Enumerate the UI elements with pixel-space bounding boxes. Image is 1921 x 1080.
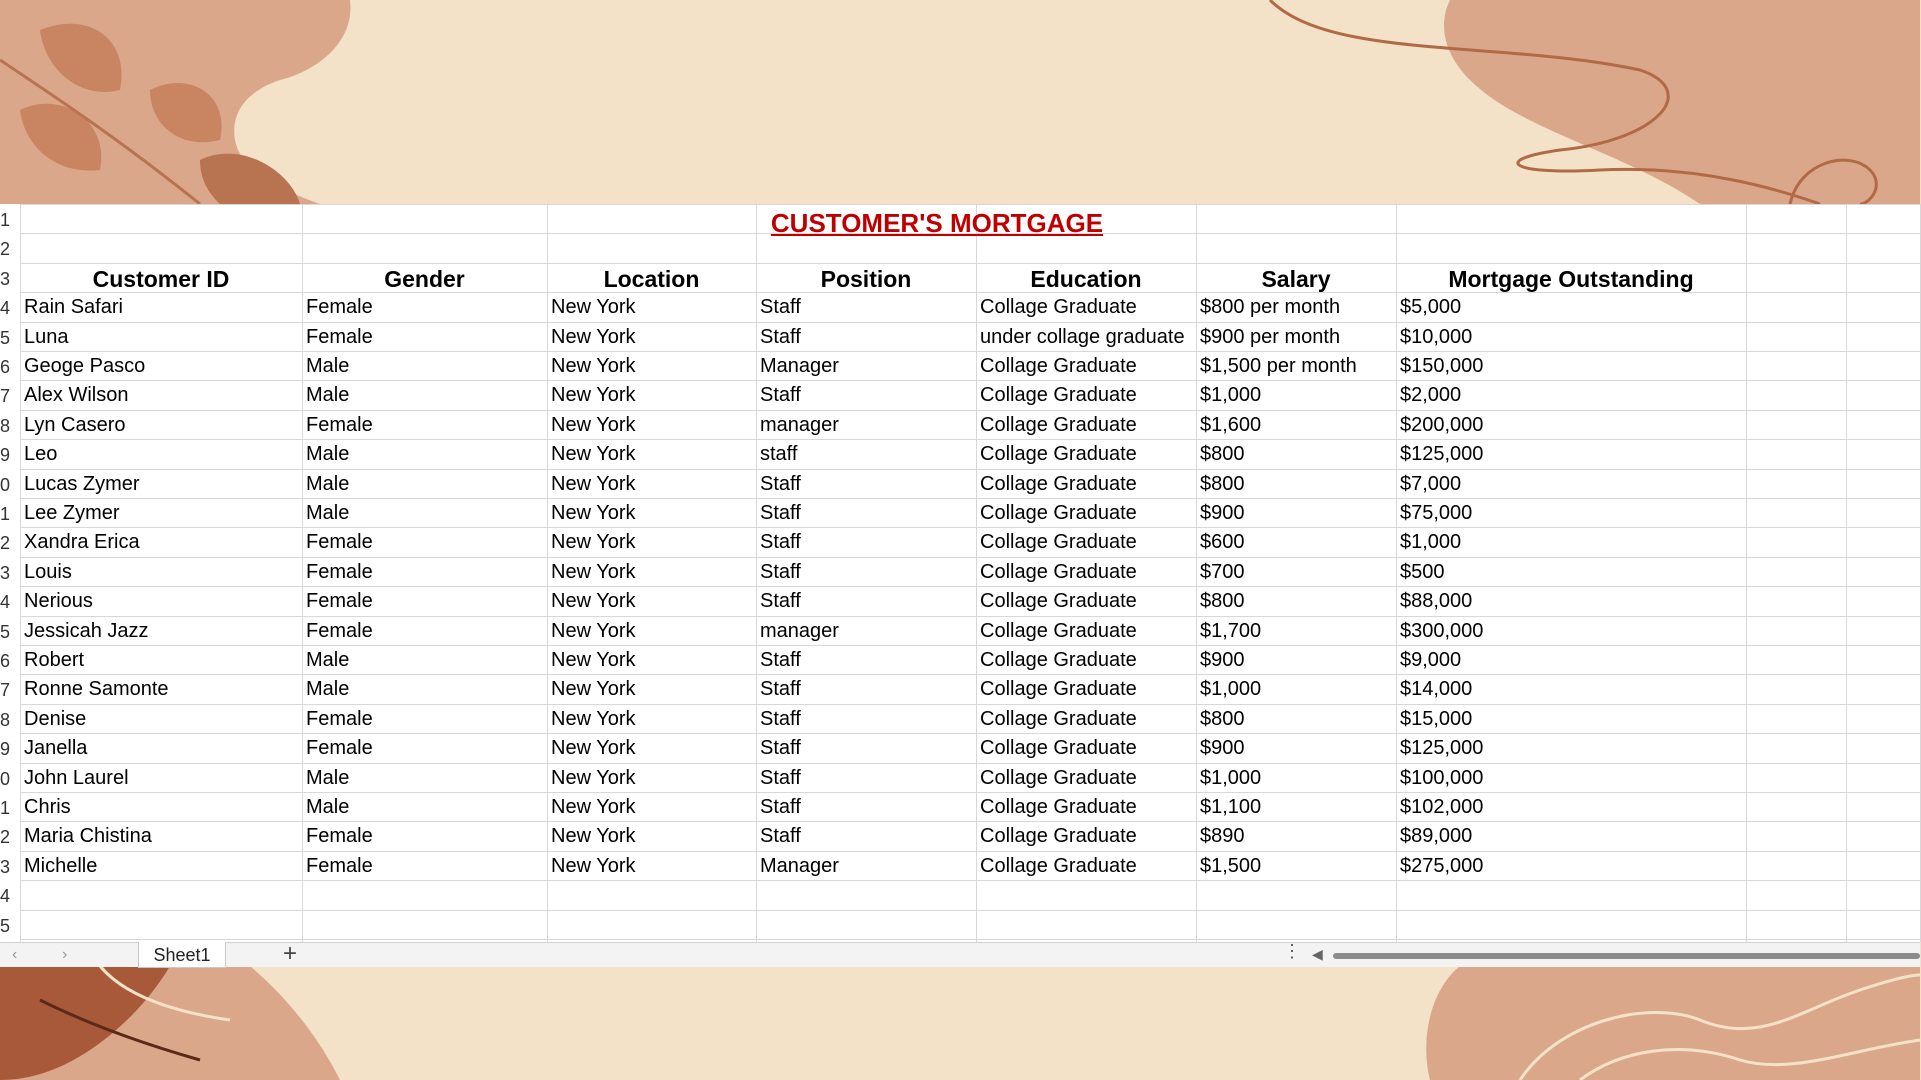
table-cell[interactable]: Staff (760, 678, 801, 700)
row-number[interactable]: 0 (0, 769, 11, 789)
tab-sheet1[interactable]: Sheet1 (138, 942, 226, 968)
scroll-left-icon[interactable]: ◀ (1312, 946, 1323, 962)
leaf-shape (200, 154, 300, 204)
table-cell[interactable]: Female (306, 326, 373, 348)
table-cell[interactable]: New York (551, 473, 636, 495)
table-cell[interactable]: New York (551, 737, 636, 759)
table-cell[interactable]: Collage Graduate (980, 767, 1137, 789)
table-cell[interactable]: $1,500 (1200, 855, 1262, 877)
table-cell[interactable]: $275,000 (1400, 855, 1484, 877)
row-number[interactable]: 7 (0, 680, 11, 700)
table-cell[interactable]: $1,600 (1200, 414, 1262, 436)
table-cell[interactable]: New York (551, 443, 636, 465)
column-header[interactable]: Gender (384, 266, 465, 292)
row-number[interactable]: 4 (0, 592, 11, 612)
tab-next-icon[interactable]: › (62, 946, 68, 963)
row-number[interactable]: 9 (0, 739, 11, 759)
table-cell[interactable]: $800 (1200, 443, 1245, 465)
table-cell[interactable]: Male (306, 767, 350, 789)
table-cell[interactable]: Luna (24, 326, 69, 348)
sheet-title[interactable]: CUSTOMER'S MORTGAGE (770, 208, 1104, 238)
table-cell[interactable]: Collage Graduate (980, 384, 1137, 406)
table-cell[interactable]: New York (551, 620, 636, 642)
row-number[interactable]: 1 (0, 798, 11, 818)
table-cell[interactable]: $1,500 per month (1200, 355, 1357, 377)
table-cell[interactable]: Male (306, 678, 350, 700)
table-cell[interactable]: Male (306, 443, 350, 465)
table-cell[interactable]: Lee Zymer (24, 502, 120, 524)
table-cell[interactable]: Staff (760, 473, 801, 495)
horizontal-scrollbar[interactable] (1333, 953, 1920, 959)
blob-bottom-right (1426, 966, 1920, 1080)
table-cell[interactable]: staff (760, 443, 798, 465)
table-cell[interactable]: Janella (24, 737, 88, 759)
row-number[interactable]: 3 (0, 563, 11, 583)
table-cell[interactable]: Staff (760, 796, 801, 818)
table-cell[interactable]: Female (306, 737, 373, 759)
table-cell[interactable]: Manager (760, 355, 839, 377)
row-number[interactable]: 2 (0, 533, 11, 553)
table-cell[interactable]: New York (551, 708, 636, 730)
table-cell[interactable]: New York (551, 649, 636, 671)
table-cell[interactable]: New York (551, 825, 636, 847)
column-gridline (1746, 204, 1747, 942)
table-cell[interactable]: Collage Graduate (980, 796, 1137, 818)
table-cell[interactable]: New York (551, 384, 636, 406)
table-cell[interactable]: $125,000 (1400, 443, 1484, 465)
row-number[interactable]: 8 (0, 710, 11, 730)
table-cell[interactable]: New York (551, 296, 636, 318)
table-cell[interactable]: $75,000 (1400, 502, 1473, 524)
table-cell[interactable]: $900 (1200, 737, 1245, 759)
table-cell[interactable]: Staff (760, 649, 801, 671)
row-number[interactable]: 4 (0, 298, 11, 318)
row-number[interactable]: 5 (0, 622, 11, 642)
table-cell[interactable]: $10,000 (1400, 326, 1473, 348)
table-cell[interactable]: Collage Graduate (980, 296, 1137, 318)
table-cell[interactable]: Female (306, 855, 373, 877)
table-cell[interactable]: Staff (760, 708, 801, 730)
table-cell[interactable]: Staff (760, 502, 801, 524)
spreadsheet-grid[interactable] (0, 204, 1920, 966)
table-cell[interactable]: under collage graduate (980, 326, 1185, 348)
row-number[interactable]: 9 (0, 445, 11, 465)
table-cell[interactable]: Robert (24, 649, 85, 671)
table-cell[interactable]: $800 (1200, 473, 1245, 495)
table-cell[interactable]: New York (551, 414, 636, 436)
table-cell[interactable]: Staff (760, 296, 801, 318)
more-options-icon[interactable]: ⋮ (1283, 941, 1301, 961)
table-cell[interactable]: Collage Graduate (980, 620, 1137, 642)
table-cell[interactable]: Female (306, 531, 373, 553)
table-cell[interactable]: $800 (1200, 708, 1245, 730)
table-cell[interactable]: Collage Graduate (980, 502, 1137, 524)
table-cell[interactable]: $700 (1200, 561, 1245, 583)
table-cell[interactable]: Collage Graduate (980, 414, 1137, 436)
row-number[interactable]: 8 (0, 416, 11, 436)
table-cell[interactable]: New York (551, 678, 636, 700)
table-cell[interactable]: Female (306, 590, 373, 612)
table-cell[interactable]: Michelle (24, 855, 98, 877)
row-number[interactable]: 3 (0, 857, 11, 877)
column-header[interactable]: Education (1030, 266, 1142, 292)
table-cell[interactable]: Male (306, 649, 350, 671)
table-cell[interactable]: $900 (1200, 649, 1245, 671)
table-cell[interactable]: Lyn Casero (24, 414, 126, 436)
table-cell[interactable]: Female (306, 825, 373, 847)
tab-prev-icon[interactable]: ‹ (12, 946, 18, 963)
table-cell[interactable]: Male (306, 384, 350, 406)
table-cell[interactable]: Ronne Samonte (24, 678, 169, 700)
table-cell[interactable]: New York (551, 796, 636, 818)
table-cell[interactable]: $1,000 (1200, 384, 1262, 406)
table-cell[interactable]: $102,000 (1400, 796, 1484, 818)
table-cell[interactable]: $1,000 (1200, 678, 1262, 700)
table-cell[interactable]: $5,000 (1400, 296, 1462, 318)
add-sheet-button[interactable]: + (283, 940, 298, 967)
table-cell[interactable]: Female (306, 561, 373, 583)
table-cell[interactable]: Alex Wilson (24, 384, 129, 406)
table-cell[interactable]: Collage Graduate (980, 473, 1137, 495)
table-cell[interactable]: $1,100 (1200, 796, 1262, 818)
table-cell[interactable]: manager (760, 414, 839, 436)
row-number[interactable]: 4 (0, 886, 11, 906)
column-header[interactable]: Mortgage Outstanding (1448, 266, 1694, 292)
table-cell[interactable]: Staff (760, 384, 801, 406)
table-cell[interactable]: Female (306, 620, 373, 642)
table-cell[interactable]: $600 (1200, 531, 1245, 553)
table-cell[interactable]: Jessicah Jazz (24, 620, 149, 642)
table-cell[interactable]: $88,000 (1400, 590, 1473, 612)
table-cell[interactable]: Collage Graduate (980, 531, 1137, 553)
table-cell[interactable]: Chris (24, 796, 71, 818)
row-number[interactable]: 1 (0, 210, 11, 230)
table-cell[interactable]: $800 per month (1200, 296, 1341, 318)
table-cell[interactable]: New York (551, 855, 636, 877)
row-number[interactable]: 2 (0, 827, 11, 847)
row-number[interactable]: 1 (0, 504, 11, 524)
table-cell[interactable]: manager (760, 620, 839, 642)
row-gridline (20, 939, 1920, 940)
table-cell[interactable]: $300,000 (1400, 620, 1484, 642)
table-cell[interactable]: $15,000 (1400, 708, 1473, 730)
table-cell[interactable]: Collage Graduate (980, 708, 1137, 730)
column-header[interactable]: Position (820, 266, 912, 292)
table-cell[interactable]: New York (551, 531, 636, 553)
table-cell[interactable]: Collage Graduate (980, 825, 1137, 847)
table-cell[interactable]: Staff (760, 531, 801, 553)
table-cell[interactable]: Female (306, 414, 373, 436)
table-cell[interactable]: $800 (1200, 590, 1245, 612)
table-cell[interactable]: $900 (1200, 502, 1245, 524)
table-cell[interactable]: $200,000 (1400, 414, 1484, 436)
table-cell[interactable]: Maria Chistina (24, 825, 152, 847)
table-cell[interactable]: John Laurel (24, 767, 129, 789)
table-cell[interactable]: $89,000 (1400, 825, 1473, 847)
column-gridline (1846, 204, 1847, 942)
table-cell[interactable]: Xandra Erica (24, 531, 140, 553)
table-cell[interactable]: $1,700 (1200, 620, 1262, 642)
table-cell[interactable]: New York (551, 561, 636, 583)
table-cell[interactable]: Male (306, 473, 350, 495)
table-cell[interactable]: New York (551, 326, 636, 348)
table-cell[interactable]: Female (306, 708, 373, 730)
table-cell[interactable]: Male (306, 502, 350, 524)
table-cell[interactable]: Female (306, 296, 373, 318)
table-cell[interactable]: Collage Graduate (980, 855, 1137, 877)
table-cell[interactable]: Manager (760, 855, 839, 877)
row-gridline (20, 263, 1920, 264)
table-cell[interactable]: Lucas Zymer (24, 473, 140, 495)
table-cell[interactable]: $1,000 (1400, 531, 1462, 553)
row-number[interactable]: 6 (0, 651, 11, 671)
table-cell[interactable]: $500 (1400, 561, 1445, 583)
sheet-tab-bar (0, 942, 1920, 967)
table-cell[interactable]: New York (551, 590, 636, 612)
table-cell[interactable]: Staff (760, 590, 801, 612)
table-cell[interactable]: $14,000 (1400, 678, 1473, 700)
table-cell[interactable]: Nerious (24, 590, 93, 612)
row-number[interactable]: 2 (0, 239, 11, 259)
table-cell[interactable]: Male (306, 355, 350, 377)
table-cell[interactable]: Collage Graduate (980, 561, 1137, 583)
table-cell[interactable]: Collage Graduate (980, 678, 1137, 700)
table-cell[interactable]: $890 (1200, 825, 1245, 847)
table-cell[interactable]: Staff (760, 561, 801, 583)
column-header[interactable]: Salary (1261, 266, 1331, 292)
row-number[interactable]: 7 (0, 386, 11, 406)
row-number[interactable]: 5 (0, 916, 11, 936)
table-cell[interactable]: Louis (24, 561, 72, 583)
table-cell[interactable]: $125,000 (1400, 737, 1484, 759)
table-cell[interactable]: Collage Graduate (980, 737, 1137, 759)
table-cell[interactable]: Geoge Pasco (24, 355, 146, 377)
table-cell[interactable]: Collage Graduate (980, 649, 1137, 671)
table-cell[interactable]: Staff (760, 737, 801, 759)
table-cell[interactable]: $2,000 (1400, 384, 1462, 406)
row-number[interactable]: 5 (0, 328, 11, 348)
table-cell[interactable]: $100,000 (1400, 767, 1484, 789)
row-number[interactable]: 3 (0, 269, 11, 289)
column-header[interactable]: Location (603, 266, 700, 292)
table-cell[interactable]: $7,000 (1400, 473, 1462, 495)
table-cell[interactable]: $9,000 (1400, 649, 1462, 671)
table-cell[interactable]: Leo (24, 443, 58, 465)
table-cell[interactable]: New York (551, 767, 636, 789)
table-cell[interactable]: New York (551, 355, 636, 377)
table-cell[interactable]: Male (306, 796, 350, 818)
table-cell[interactable]: Denise (24, 708, 87, 730)
table-cell[interactable]: Collage Graduate (980, 590, 1137, 612)
table-cell[interactable]: Collage Graduate (980, 355, 1137, 377)
table-cell[interactable]: Staff (760, 767, 801, 789)
table-cell[interactable]: $900 per month (1200, 326, 1341, 348)
table-cell[interactable]: New York (551, 502, 636, 524)
table-cell[interactable]: $150,000 (1400, 355, 1484, 377)
table-cell[interactable]: Staff (760, 326, 801, 348)
table-cell[interactable]: Staff (760, 825, 801, 847)
column-header[interactable]: Customer ID (92, 266, 230, 292)
table-cell[interactable]: Collage Graduate (980, 443, 1137, 465)
table-cell[interactable]: $1,000 (1200, 767, 1262, 789)
table-cell[interactable]: Rain Safari (24, 296, 123, 318)
row-number[interactable]: 6 (0, 357, 11, 377)
row-number[interactable]: 0 (0, 475, 11, 495)
row-gridline (20, 910, 1920, 911)
